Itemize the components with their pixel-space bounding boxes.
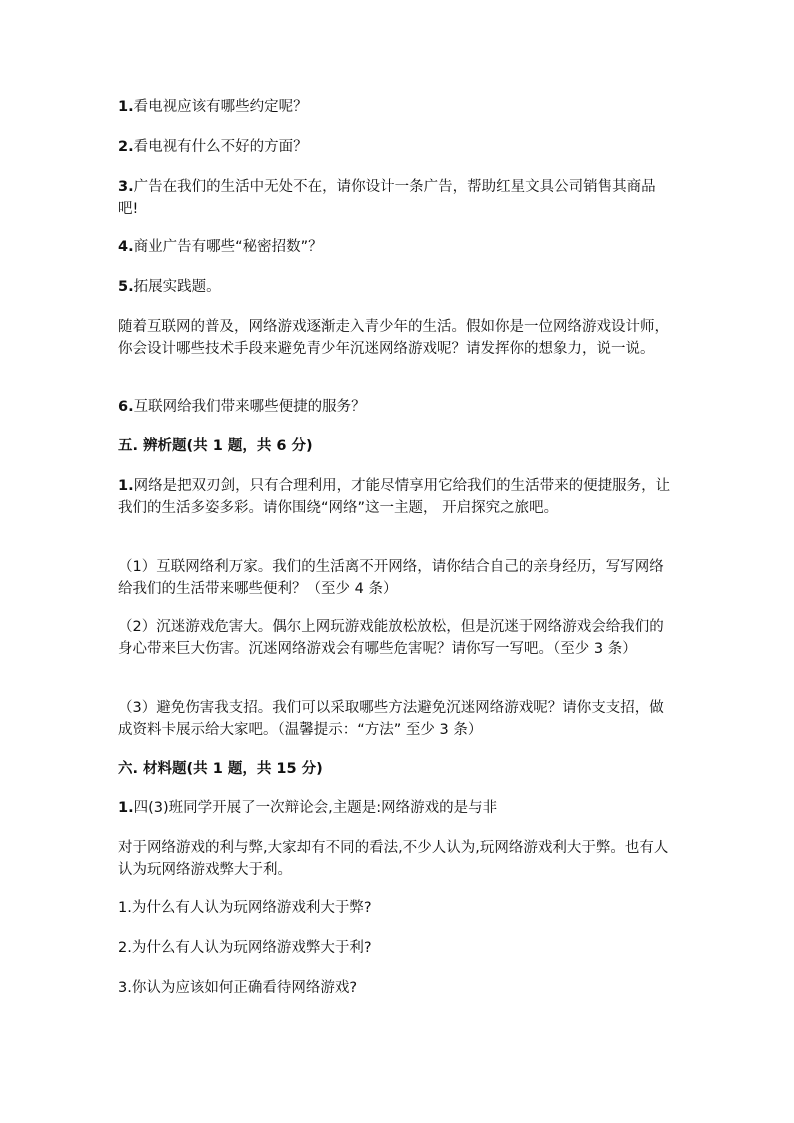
section-6-question-1 <box>118 797 674 819</box>
question-2 <box>118 136 674 158</box>
question-number: 3. <box>118 179 134 195</box>
question-number: 1. <box>118 800 134 816</box>
question-3 <box>118 176 674 220</box>
question-number: 2. <box>118 139 134 155</box>
section-5-title: 五. 辨析题(共 1 题，共 6 分) <box>118 438 313 454</box>
question-4 <box>118 236 674 258</box>
question-text: 广告在我们的生活中无处不在，请你设计一条广告，帮助红星文具公司销售其商品吧! <box>118 179 656 217</box>
question-text: 网络是把双刃剑，只有合理利用，才能尽情享用它给我们的生活带来的便捷服务，让我们的生活多姿多彩。请你围绕“网络”这一主题， 开启探究之旅吧。 <box>118 478 671 516</box>
question-text: 拓展实践题。 <box>133 279 221 295</box>
material-text: 对于网络游戏的利与弊,大家却有不同的看法,不少人认为,玩网络游戏利大于弊。也有人认为玩网络游戏弊大于利。 <box>118 840 669 878</box>
sub-question-2: （2）沉迷游戏危害大。偶尔上网玩游戏能放松放松，但是沉迷于网络游戏会给我们的身心带来巨大伤害。沉迷网络游戏会有哪些危害呢？请你写一写吧。（至少 3 条） <box>118 619 664 657</box>
question-text: 四(3)班同学开展了一次辩论会,主题是:网络游戏的是与非 <box>133 800 498 816</box>
question-5 <box>118 276 674 298</box>
question-number: 1. <box>118 99 134 115</box>
material-question-3: 3.你认为应该如何正确看待网络游戏? <box>118 980 358 996</box>
question-5-body: 随着互联网的普及，网络游戏逐渐走入青少年的生活。假如你是一位网络游戏设计师，你会设计哪些技术手段来避免青少年沉迷网络游戏呢？请发挥你的想象力，说一说。 <box>118 319 669 357</box>
material-question-1: 1.为什么有人认为玩网络游戏利大于弊? <box>118 900 372 916</box>
sub-question-3: （3）避免伤害我支招。我们可以采取哪些方法避免沉迷网络游戏呢？请你支支招，做成资料卡展示给大家吧。（温馨提示：“方法” 至少 3 条） <box>118 700 664 738</box>
question-6 <box>118 396 674 418</box>
question-1 <box>118 96 674 118</box>
question-number: 4. <box>118 239 134 255</box>
section-6-title: 六. 材料题(共 1 题，共 15 分) <box>118 761 323 777</box>
sub-question-1: （1）互联网络利万家。我们的生活离不开网络，请你结合自己的亲身经历，写写网络给我们的生活带来哪些便利？（至少 4 条） <box>118 559 664 597</box>
question-number: 1. <box>118 478 134 494</box>
question-text: 看电视有什么不好的方面？ <box>133 139 308 155</box>
section-5-question-1 <box>118 475 674 519</box>
question-number: 5. <box>118 279 134 295</box>
material-question-2: 2.为什么有人认为玩网络游戏弊大于利? <box>118 940 372 956</box>
question-text: 商业广告有哪些“秘密招数”？ <box>133 239 323 255</box>
question-text: 互联网给我们带来哪些便捷的服务？ <box>133 399 366 415</box>
question-text: 看电视应该有哪些约定呢？ <box>133 99 308 115</box>
question-number: 6. <box>118 399 134 415</box>
